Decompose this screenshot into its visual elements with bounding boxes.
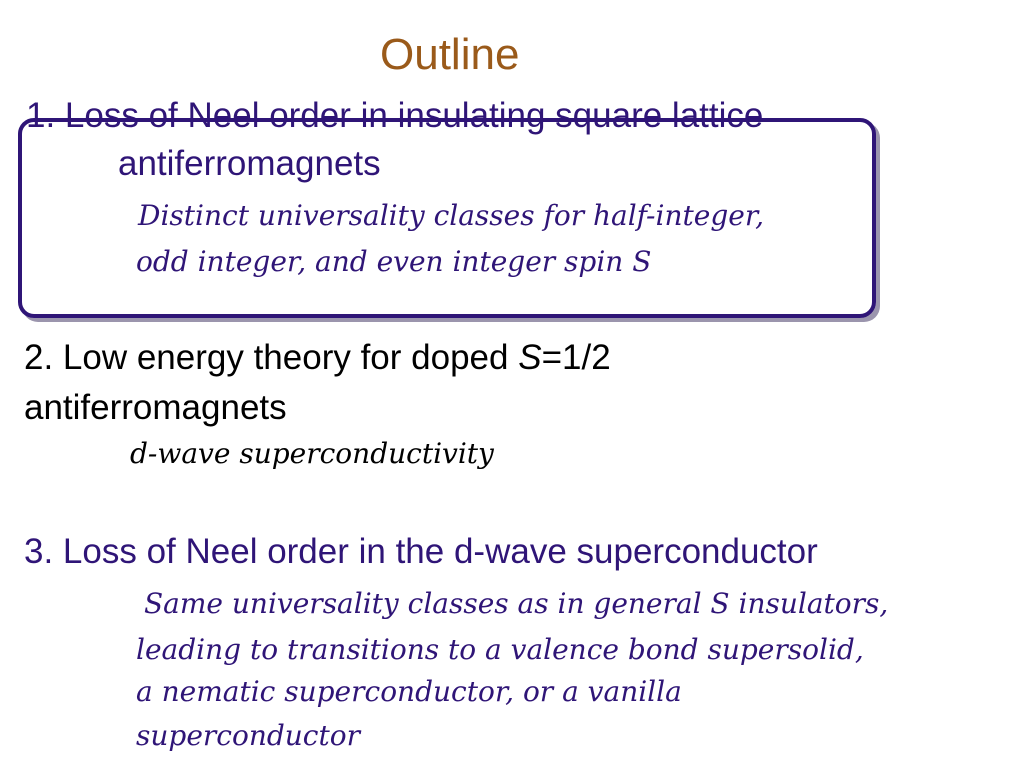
item2-subtext-line1: d-wave superconductivity — [130, 437, 494, 470]
item1-heading-line1: 1. Loss of Neel order in insulating square lattice — [26, 96, 764, 135]
item3-heading-line1: 3. Loss of Neel order in the d-wave superconductor — [24, 532, 818, 571]
item3-subtext-line2: leading to transitions to a valence bond supersolid, — [136, 633, 864, 666]
slide-title: Outline — [380, 30, 520, 79]
item2-spin-variable: S — [518, 338, 542, 377]
item3-subtext-line4: superconductor — [136, 719, 360, 752]
item1-subtext-line2: odd integer, and even integer spin S — [136, 245, 652, 278]
item2-heading-line1 — [24, 340, 611, 375]
item2-heading-line2: antiferromagnets — [24, 388, 287, 427]
item3-subtext-line1: Same universality classes as in general S insulators, — [144, 587, 889, 620]
item2-heading-prefix: 2. Low energy theory for doped — [24, 338, 519, 377]
item2-heading-suffix: =1/2 — [541, 338, 611, 377]
item3-subtext-line3: a nematic superconductor, or a vanilla — [136, 675, 682, 708]
item1-subtext-line1: Distinct universality classes for half-integer, — [138, 199, 765, 232]
item1-heading-line2: antiferromagnets — [118, 144, 381, 183]
